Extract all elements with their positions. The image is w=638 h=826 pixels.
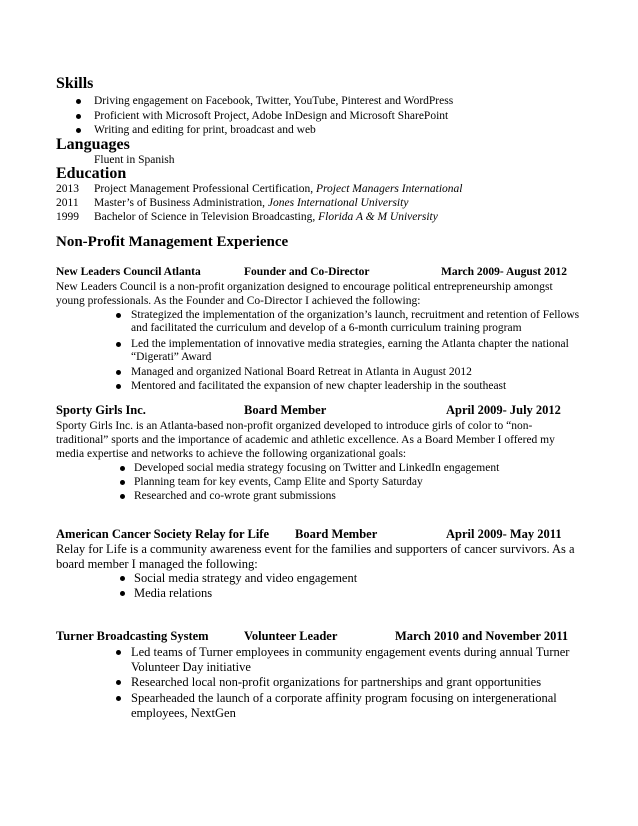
job-organization: American Cancer Society Relay for Life [56,527,270,541]
education-institution: Project Managers International [315,183,463,195]
education-degree: Bachelor of Science in Television Broadcasting, Florida A & M University [94,211,438,223]
job-dates: March 2009- August 2012 [441,266,567,278]
job-organization: Sporty Girls Inc. [56,403,146,417]
job-description: traditional” sports and the importance of academic and athletic excellence. As a Board Member I offered my [56,434,555,446]
job-dates: April 2009- May 2011 [446,527,562,541]
bullet-dot [116,342,121,347]
skills-item: Writing and editing for print, broadcast and web [94,124,316,136]
job-bullet: Social media strategy and video engagement [134,571,358,585]
job-bullet: Strategized the implementation of the organization’s launch, recruitment and retention of Fellows [131,309,580,321]
job-description: board member I managed the following: [56,557,258,571]
bullet-dot [120,466,125,471]
education-institution: Jones International University [267,197,409,209]
languages-text: Fluent in Spanish [94,154,175,166]
languages-heading: Languages [56,136,130,153]
bullet-dot [120,494,125,499]
job-bullet-continued: employees, NextGen [131,706,236,720]
job-description: media expertise and networks to achieve the following organizational goals: [56,448,407,460]
education-year: 1999 [56,211,79,223]
education-institution: Florida A & M University [318,211,438,223]
job-bullet: Planning team for key events, Camp Elite and Sporty Saturday [134,476,423,488]
bullet-dot [76,99,81,104]
job-role: Board Member [244,403,327,417]
job-bullet-continued: Volunteer Day initiative [131,660,251,674]
bullet-dot [120,480,125,485]
job-bullet: Led teams of Turner employees in community engagement events during annual Turner [131,645,570,659]
bullet-dot [76,114,81,119]
job-bullet: Researched local non-profit organizations for partnerships and grant opportunities [131,675,542,689]
job-bullet-continued: “Digerati” Award [131,351,212,363]
job-bullet: Managed and organized National Board Retreat in Atlanta in August 2012 [131,366,472,378]
education-degree: Project Management Professional Certification, Project Managers International [94,183,463,195]
education-year: 2011 [56,197,79,209]
job-bullet-continued: and facilitated the curriculum and develop of a 6-month curriculum training program [131,322,522,334]
job-role: Volunteer Leader [244,629,338,643]
bullet-dot [120,576,125,581]
bullet-dot [120,591,125,596]
job-description: Relay for Life is a community awareness event for the families and supporters of cancer survivors. As a [56,542,575,556]
bullet-dot [116,650,121,655]
job-bullet: Mentored and facilitated the expansion of new chapter leadership in the southeast [131,380,507,392]
bullet-dot [116,680,121,685]
bullet-dot [116,384,121,389]
job-dates: March 2010 and November 2011 [395,629,569,643]
job-bullet: Media relations [134,586,213,600]
job-bullet: Researched and co-wrote grant submissions [134,490,336,502]
job-bullet: Spearheaded the launch of a corporate affinity program focusing on intergenerational [131,691,557,705]
skills-item: Driving engagement on Facebook, Twitter, YouTube, Pinterest and WordPress [94,95,454,107]
job-bullet: Led the implementation of innovative media strategies, earning the Atlanta chapter the national [131,338,569,350]
education-degree: Master’s of Business Administration, Jones International University [94,197,409,209]
skills-heading: Skills [56,75,94,92]
bullet-dot [76,128,81,133]
bullet-dot [116,313,121,318]
education-year: 2013 [56,183,79,195]
job-description: New Leaders Council is a non-profit organization designed to encourage political entrepreneurship amongst [56,281,553,293]
experience-heading: Non-Profit Management Experience [56,234,289,250]
job-description: young professionals. As the Founder and Co-Director I achieved the following: [56,295,421,307]
job-organization: Turner Broadcasting System [56,629,209,643]
job-description: Sporty Girls Inc. is an Atlanta-based non-profit organized developed to introduce girls of color to “non- [56,420,533,432]
job-organization: New Leaders Council Atlanta [56,266,201,278]
job-dates: April 2009- July 2012 [446,403,561,417]
skills-item: Proficient with Microsoft Project, Adobe InDesign and Microsoft SharePoint [94,110,449,122]
job-role: Founder and Co-Director [244,266,370,278]
bullet-dot [116,370,121,375]
education-heading: Education [56,165,127,182]
job-bullet: Developed social media strategy focusing on Twitter and LinkedIn engagement [134,462,500,474]
job-role: Board Member [295,527,378,541]
bullet-dot [116,696,121,701]
